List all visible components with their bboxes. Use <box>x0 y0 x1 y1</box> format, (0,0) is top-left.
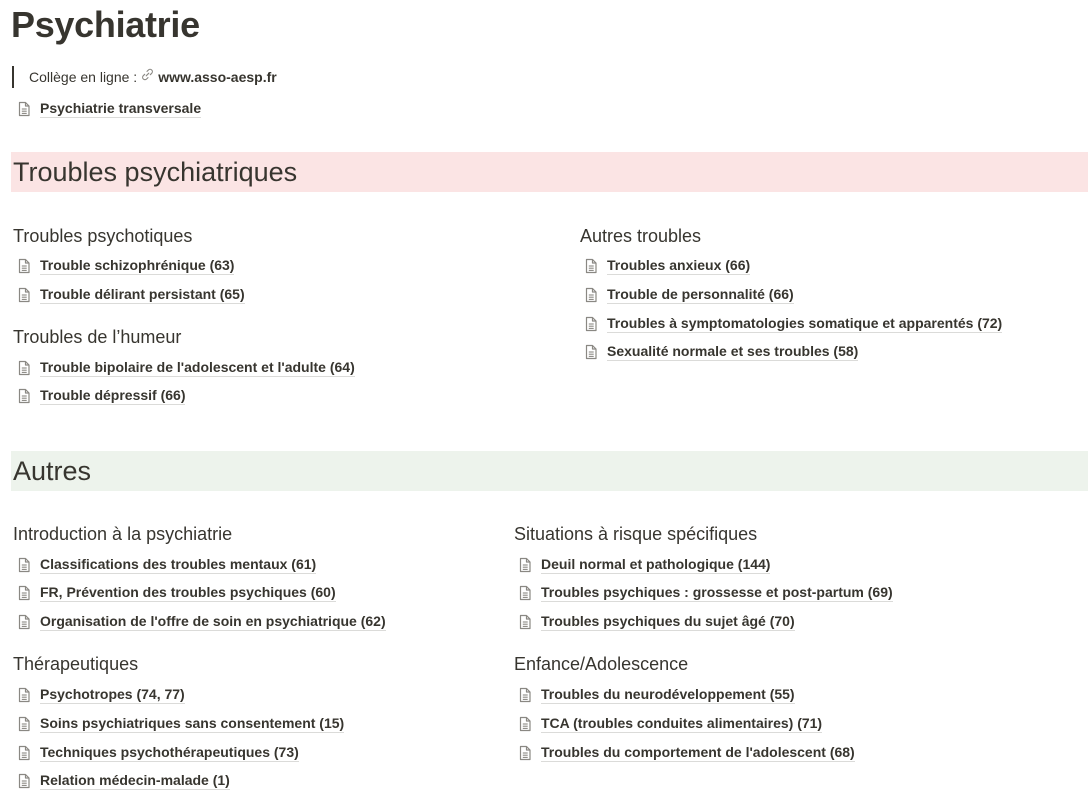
document-icon <box>17 716 31 732</box>
document-icon <box>17 687 31 703</box>
page-link[interactable] <box>518 611 795 633</box>
page-link-label: Troubles psychiques : grossesse et post-partum (69) <box>541 584 893 600</box>
page-link-label: Troubles du comportement de l'adolescent (68) <box>541 744 855 760</box>
document-icon <box>584 344 598 360</box>
document-icon <box>17 745 31 761</box>
college-quote <box>12 66 277 88</box>
subheading-autres-troubles: Autres troubles <box>580 226 702 246</box>
page-link[interactable] <box>17 713 344 735</box>
subheading-enfance: Enfance/Adolescence <box>514 654 689 674</box>
page-link[interactable] <box>584 284 794 306</box>
page-link[interactable] <box>17 255 234 277</box>
page-link-label: Psychiatrie transversale <box>40 100 202 116</box>
page-link-label: Trouble de personnalité (66) <box>607 286 794 302</box>
page-link-label: Sexualité normale et ses troubles (58) <box>607 343 859 359</box>
page-link[interactable] <box>518 554 770 576</box>
link-icon <box>141 66 154 88</box>
document-icon <box>17 258 31 274</box>
document-icon <box>518 745 532 761</box>
document-icon <box>17 557 31 573</box>
page-link-label: Trouble bipolaire de l'adolescent et l'adulte (64) <box>40 359 355 375</box>
college-url-link[interactable]: www.asso-aesp.fr <box>158 69 277 85</box>
subheading-psychotiques: Troubles psychotiques <box>13 226 193 246</box>
document-icon <box>584 287 598 303</box>
document-icon <box>518 716 532 732</box>
page-link[interactable] <box>17 554 316 576</box>
page-link-label: Troubles à symptomatologies somatique et apparentés (72) <box>607 315 1003 331</box>
document-icon <box>17 773 31 789</box>
page-link[interactable] <box>584 341 858 363</box>
document-icon <box>17 360 31 376</box>
page-link-label: Soins psychiatriques sans consentement (15) <box>40 715 345 731</box>
document-icon <box>17 585 31 601</box>
page-link-label: Relation médecin-malade (1) <box>40 772 230 788</box>
page-link[interactable] <box>17 742 299 764</box>
page-link-label: Psychotropes (74, 77) <box>40 686 185 702</box>
page-link[interactable] <box>17 770 230 792</box>
section-heading: Troubles psychiatriques <box>13 156 298 187</box>
document-icon <box>518 557 532 573</box>
page-link-psychiatrie-transversale[interactable] <box>17 98 201 120</box>
page-link-label: Organisation de l'offre de soin en psychiatrique (62) <box>40 613 386 629</box>
subheading-introduction: Introduction à la psychiatrie <box>13 524 233 544</box>
subheading-therapeutiques: Thérapeutiques <box>13 654 139 674</box>
page-link[interactable] <box>518 713 822 735</box>
document-icon <box>17 101 31 117</box>
page-link-label: Troubles psychiques du sujet âgé (70) <box>541 613 795 629</box>
document-icon <box>584 316 598 332</box>
document-icon <box>17 614 31 630</box>
page-link-label: Trouble dépressif (66) <box>40 387 186 403</box>
page-link[interactable] <box>17 284 245 306</box>
section-heading: Autres <box>13 455 92 486</box>
page-link-label: Trouble délirant persistant (65) <box>40 286 245 302</box>
subheading-humeur: Troubles de l’humeur <box>13 327 182 347</box>
document-icon <box>17 388 31 404</box>
page-link-label: Troubles du neurodéveloppement (55) <box>541 686 795 702</box>
page-link[interactable] <box>17 357 355 379</box>
page-link[interactable] <box>518 684 795 706</box>
page-link[interactable] <box>584 255 750 277</box>
page-link[interactable] <box>584 313 1002 335</box>
subheading-situations: Situations à risque spécifiques <box>514 524 758 544</box>
document-icon <box>584 258 598 274</box>
page-link-label: Classifications des troubles mentaux (61) <box>40 556 317 572</box>
section-band-autres <box>11 451 1088 491</box>
page-link-label: FR, Prévention des troubles psychiques (60) <box>40 584 336 600</box>
page-link[interactable] <box>518 582 893 604</box>
page-link[interactable] <box>17 582 336 604</box>
page-title: Psychiatrie <box>11 4 200 45</box>
page-link-label: TCA (troubles conduites alimentaires) (71) <box>541 715 823 731</box>
page-link-label: Deuil normal et pathologique (144) <box>541 556 771 572</box>
page-link[interactable] <box>17 385 185 407</box>
document-icon <box>518 614 532 630</box>
document-icon <box>518 687 532 703</box>
document-icon <box>518 585 532 601</box>
page-link[interactable] <box>17 684 185 706</box>
section-band-troubles-psychiatriques <box>11 152 1088 192</box>
quote-prefix: Collège en ligne : <box>29 69 138 85</box>
page-link-label: Trouble schizophrénique (63) <box>40 257 235 273</box>
page-link[interactable] <box>518 742 855 764</box>
page-link[interactable] <box>17 611 386 633</box>
page-link-label: Techniques psychothérapeutiques (73) <box>40 744 299 760</box>
document-icon <box>17 287 31 303</box>
page-link-label: Troubles anxieux (66) <box>607 257 751 273</box>
